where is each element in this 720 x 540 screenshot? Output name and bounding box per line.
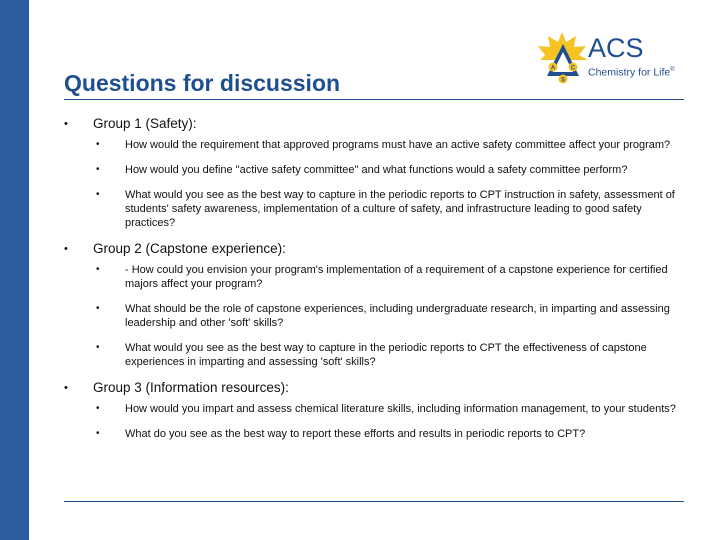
acs-logo-text: [588, 34, 675, 79]
svg-text:S: S: [560, 77, 566, 84]
question-item: • How would you define "active safety committee" and what functions would a safety committee perform?: [96, 164, 628, 176]
group-heading: [64, 116, 684, 132]
logo-tagline: Chemistry for Life®: [588, 66, 675, 79]
group-heading-text: Group 1 (Safety):: [93, 116, 197, 131]
group-2: [64, 241, 684, 369]
svg-text:A: A: [550, 65, 556, 72]
logo-name: ACS: [588, 33, 644, 63]
question-item: • How would the requirement that approved programs must have an active safety committee affect your program?: [96, 139, 671, 151]
question-list: [96, 138, 684, 230]
question-item: • What do you see as the best way to report these efforts and results in periodic reports to CPT?: [96, 428, 586, 440]
bullet-icon: •: [96, 164, 100, 175]
left-accent-bar: [0, 0, 29, 540]
bullet-icon: •: [96, 428, 100, 439]
slide-title: Questions for discussion: [64, 70, 341, 96]
question-item: • What would you see as the best way to capture in the periodic reports to CPT the effectiveness of capstone experiences in imparting and assessing 'soft' skills?: [96, 342, 647, 368]
question-item: • How would you impart and assess chemical literature skills, including information management, to your students?: [96, 403, 676, 415]
footer-divider: [64, 501, 684, 502]
group-heading-text: Group 2 (Capstone experience):: [93, 241, 286, 256]
bullet-icon: •: [96, 189, 100, 200]
bullet-icon: •: [96, 264, 100, 275]
title-divider: [64, 99, 684, 100]
bullet-icon: •: [64, 243, 68, 255]
discussion-groups: [64, 116, 684, 452]
logo-trademark: ®: [670, 67, 675, 73]
group-3: [64, 380, 684, 441]
question-list: [96, 263, 684, 369]
bullet-icon: •: [64, 118, 68, 130]
question-list: [96, 402, 684, 441]
svg-text:C: C: [570, 65, 576, 72]
group-heading: [64, 380, 684, 396]
group-1: [64, 116, 684, 230]
question-item: • What would you see as the best way to capture in the periodic reports to CPT instruction in safety, assessment of students' safety awareness, implementation of a culture of safety, and infrastructure leading to good safety practices?: [96, 189, 675, 229]
question-item: • What should be the role of capstone experiences, including undergraduate research, in imparting and assessing leadership and other 'soft' skills?: [96, 303, 670, 329]
group-heading: [64, 241, 684, 257]
group-heading-text: Group 3 (Information resources):: [93, 380, 289, 395]
bullet-icon: •: [96, 139, 100, 150]
bullet-icon: •: [96, 403, 100, 414]
bullet-icon: •: [64, 382, 68, 394]
question-item: • - How could you envision your program's implementation of a requirement of a capstone experience for certified majors affect your program?: [96, 264, 668, 290]
bullet-icon: •: [96, 342, 100, 353]
bullet-icon: •: [96, 303, 100, 314]
